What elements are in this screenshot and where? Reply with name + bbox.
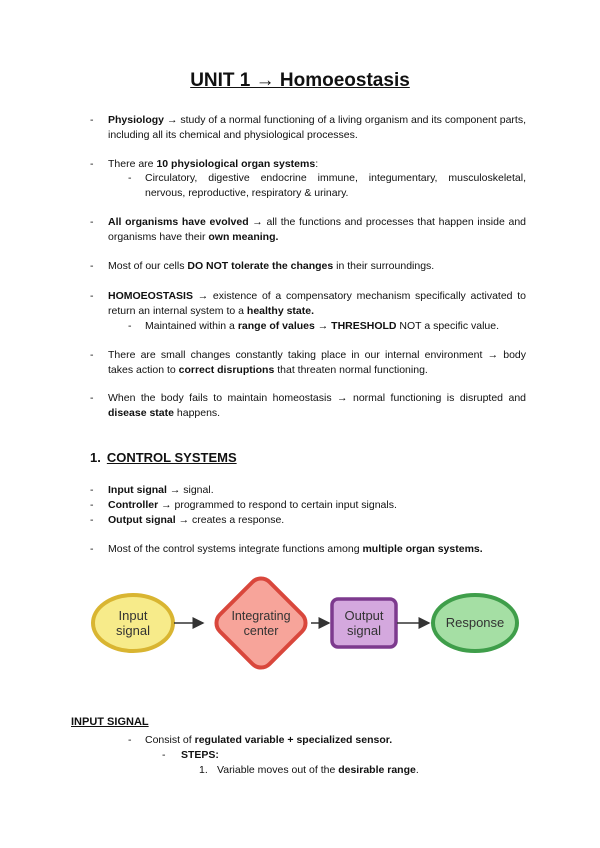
bullet-dash: - — [90, 484, 94, 496]
sub-bullet-dash: - — [162, 749, 166, 761]
bullet-dash: - — [90, 543, 94, 555]
bullet-dash: - — [90, 260, 94, 272]
bullet-dash: - — [90, 514, 94, 526]
bullet-multiple-organ-systems: Most of the control systems integrate functions among multiple organ systems. — [108, 543, 483, 555]
section-heading-control-systems: 1. CONTROL SYSTEMS — [90, 450, 237, 465]
bullet-cells: Most of our cells DO NOT tolerate the changes in their surroundings. — [108, 260, 435, 272]
input-signal-consist: Consist of regulated variable + specialized sensor. — [145, 734, 393, 746]
output-signal-label: signal — [347, 623, 381, 638]
sub-bullet-systems-list: Circulatory, digestive endocrine immune, integumentary, musculoskeletal, nervous, reproductive, respiratory & urinary. — [145, 172, 526, 199]
bullet-dash: - — [90, 349, 94, 361]
bullet-dash: - — [90, 158, 94, 170]
bullet-dash: - — [90, 392, 94, 404]
control-system-diagram — [85, 575, 525, 685]
input-signal-label: Input — [118, 608, 148, 623]
bullet-dash: - — [90, 290, 94, 302]
page-title: UNIT 1 → Homoeostasis — [190, 70, 410, 91]
step-1: Variable moves out of the desirable range. — [217, 764, 419, 776]
bullet-controller: Controller → programmed to respond to certain input signals. — [108, 499, 397, 511]
bullet-dash: - — [90, 216, 94, 228]
response-label: Response — [445, 615, 505, 630]
sub-bullet-dash: - — [128, 172, 132, 184]
sub-bullet-dash: - — [128, 320, 132, 332]
integrating-center-label: center — [243, 624, 279, 638]
bullet-input-signal: Input signal → signal. — [108, 484, 214, 496]
input-signal-heading: INPUT SIGNAL — [71, 716, 149, 728]
bullet-small-changes: There are small changes constantly taking place in our internal environment → body takes action to correct disruptions that threaten normal functioning. — [108, 349, 526, 376]
bullet-output-signal: Output signal → creates a response. — [108, 514, 285, 526]
output-signal-label: Output — [344, 608, 384, 623]
bullet-dash: - — [90, 114, 94, 126]
input-signal-label: signal — [116, 623, 150, 638]
bullet-dash: - — [90, 499, 94, 511]
steps-label: STEPS: — [181, 749, 219, 761]
bullet-body-fails: When the body fails to maintain homeostasis → normal functioning is disrupted and disease state happens. — [108, 392, 526, 419]
bullet-homeostasis: HOMOEOSTASIS → existence of a compensatory mechanism specifically activated to return an internal system to a healthy state. — [108, 290, 526, 317]
sub-bullet-threshold: Maintained within a range of values → THRESHOLD NOT a specific value. — [145, 320, 500, 332]
sub-bullet-dash: - — [128, 734, 132, 746]
bullet-organisms-evolved: All organisms have evolved → all the functions and processes that happen inside and organisms have their own meaning. — [108, 216, 526, 243]
step-number: 1. — [199, 764, 208, 776]
bullet-physiology: Physiology → study of a normal functioning of a living organism and its component parts, including all its chemical and physiological processes. — [108, 114, 526, 141]
bullet-organ-systems: There are 10 physiological organ systems: — [108, 158, 319, 170]
integrating-center-label: Integrating — [231, 609, 291, 623]
